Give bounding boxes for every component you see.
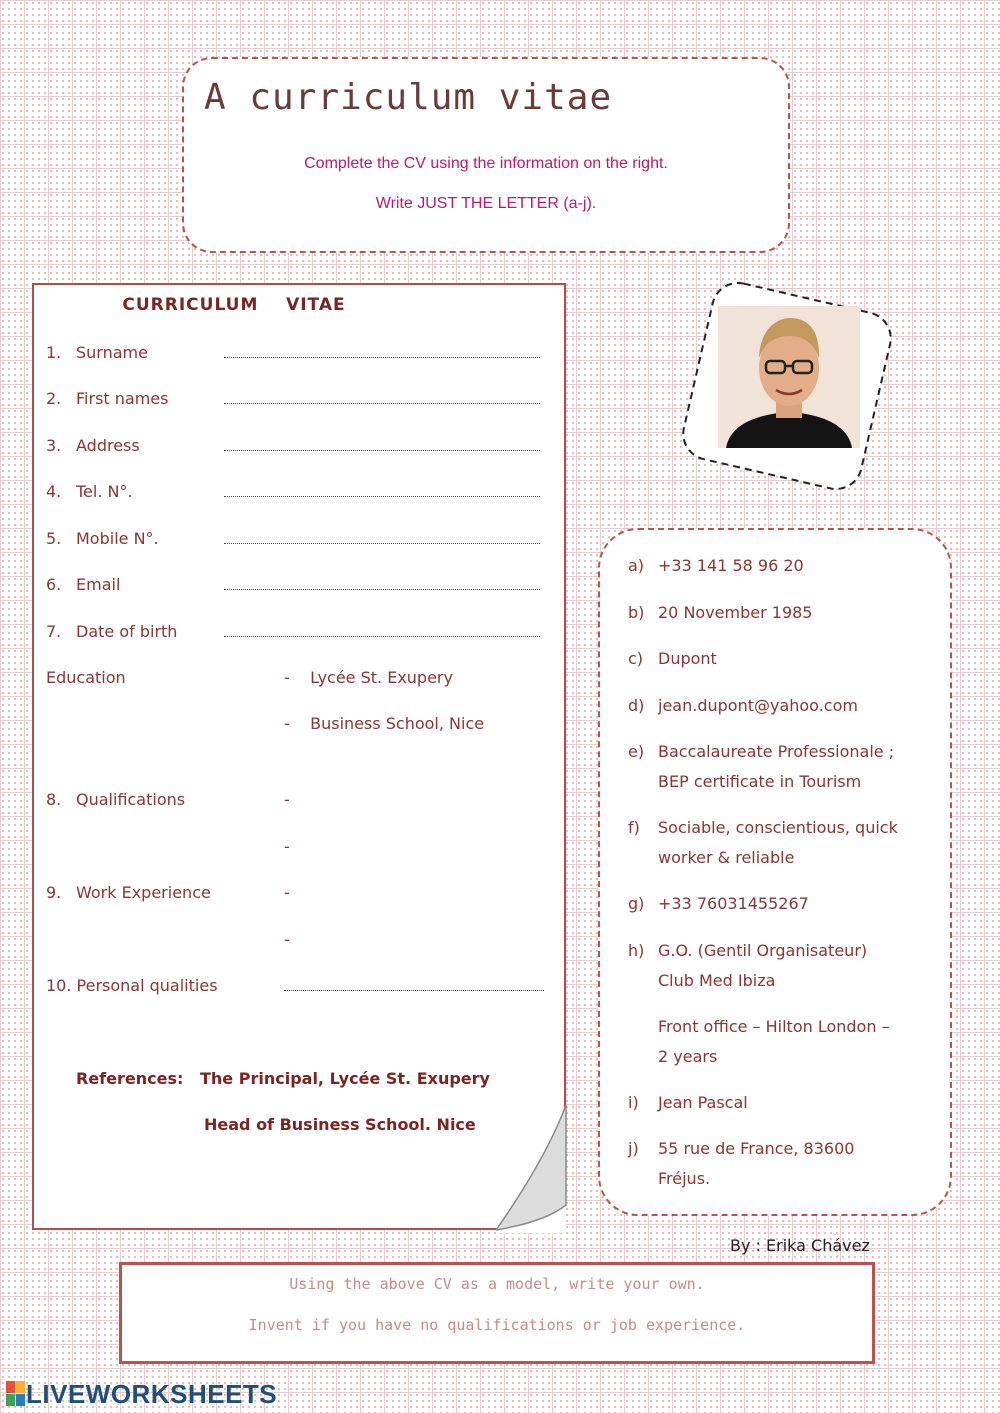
answer-text: Club Med Ibiza [658, 971, 776, 990]
field-label-personal-qualities: 10. Personal qualities [46, 976, 218, 995]
qualifications-dash-2[interactable]: - [284, 837, 290, 856]
answer-letter: a) [628, 556, 645, 575]
field-label-mobile: Mobile N°. [76, 529, 159, 548]
field-num: 2. [46, 389, 62, 408]
task-line-1: Using the above CV as a model, write your own. [289, 1275, 705, 1293]
field-num: 4. [46, 482, 62, 501]
writing-task-box [119, 1262, 875, 1364]
liveworksheets-logo[interactable] [6, 1380, 277, 1408]
field-label-work-experience: Work Experience [76, 883, 211, 902]
education-label: Education [46, 668, 126, 687]
answer-line-email[interactable] [224, 589, 540, 590]
answer-text: BEP certificate in Tourism [658, 772, 862, 791]
answer-line-address[interactable] [224, 450, 540, 451]
answer-letter: c) [628, 649, 644, 668]
logo-text: LIVEWORKSHEETS [26, 1378, 278, 1409]
author-credit: By : Erika Chávez [730, 1236, 870, 1255]
answer-letter: h) [628, 941, 645, 960]
instruction-line-2: Write JUST THE LETTER (a-j). [375, 195, 597, 212]
page-curl-fold [496, 1105, 566, 1230]
answer-line-first-names[interactable] [224, 403, 540, 404]
portrait-photo [718, 306, 860, 448]
field-label-first-names: First names [76, 389, 169, 408]
references-label: References: [76, 1069, 184, 1088]
title-card [182, 57, 790, 253]
field-label-qualifications: Qualifications [76, 790, 186, 809]
answer-text: 20 November 1985 [658, 603, 813, 622]
answer-line-surname[interactable] [224, 357, 540, 358]
work-dash-2[interactable]: - [284, 930, 290, 949]
answer-letter: e) [628, 742, 645, 761]
answer-text: Dupont [658, 649, 717, 668]
field-num: 6. [46, 575, 62, 594]
answer-letter: j) [628, 1139, 639, 1158]
logo-icon [6, 1381, 26, 1407]
field-label-surname: Surname [76, 343, 148, 362]
task-line-2: Invent if you have no qualifications or job experience. [248, 1316, 746, 1334]
answer-text: Jean Pascal [658, 1093, 748, 1112]
answer-line-tel[interactable] [224, 496, 540, 497]
answer-line-mobile[interactable] [224, 543, 540, 544]
page-curl [496, 1105, 568, 1233]
answer-letter: f) [628, 818, 640, 837]
cv-heading: CURRICULUM VITAE [122, 295, 346, 315]
answer-letter: g) [628, 894, 645, 913]
instruction-line-1: Complete the CV using the information on the right. [304, 155, 668, 172]
answer-text: G.O. (Gentil Organisateur) [658, 941, 868, 960]
field-label-date-of-birth: Date of birth [76, 622, 178, 641]
field-num: 7. [46, 622, 62, 641]
answer-line-personal-qualities[interactable] [284, 990, 544, 991]
answer-letter: d) [628, 696, 645, 715]
answer-text: +33 141 58 96 20 [658, 556, 804, 575]
field-label-address: Address [76, 436, 140, 455]
answer-line-date-of-birth[interactable] [224, 636, 540, 637]
field-num: 3. [46, 436, 62, 455]
answer-text: Front office – Hilton London – [658, 1017, 890, 1036]
answer-text: +33 76031455267 [658, 894, 809, 913]
answer-text: 55 rue de France, 83600 [658, 1139, 855, 1158]
answer-text: Sociable, conscientious, quick [658, 818, 898, 837]
answers-card [598, 528, 952, 1216]
answer-letter: i) [628, 1093, 639, 1112]
answer-letter: b) [628, 603, 645, 622]
education-item: - Business School, Nice [284, 714, 485, 733]
reference-2: Head of Business School. Nice [204, 1115, 476, 1134]
answer-text: worker & reliable [658, 848, 795, 867]
cv-sheet [32, 283, 566, 1230]
qualifications-dash-1[interactable]: - [284, 790, 290, 809]
field-num: 9. [46, 883, 62, 902]
field-num: 8. [46, 790, 62, 809]
field-num: 1. [46, 343, 62, 362]
page-title: A curriculum vitae [204, 77, 613, 118]
answer-text: Baccalaureate Professionale ; [658, 742, 895, 761]
work-dash-1[interactable]: - [284, 883, 290, 902]
field-label-tel: Tel. N°. [76, 482, 133, 501]
education-item: - Lycée St. Exupery [284, 668, 453, 687]
answer-text: Fréjus. [658, 1169, 711, 1188]
reference-1: The Principal, Lycée St. Exupery [200, 1069, 490, 1088]
answer-text: 2 years [658, 1047, 718, 1066]
answer-text: jean.dupont@yahoo.com [658, 696, 858, 715]
field-label-email: Email [76, 575, 121, 594]
field-num: 5. [46, 529, 62, 548]
